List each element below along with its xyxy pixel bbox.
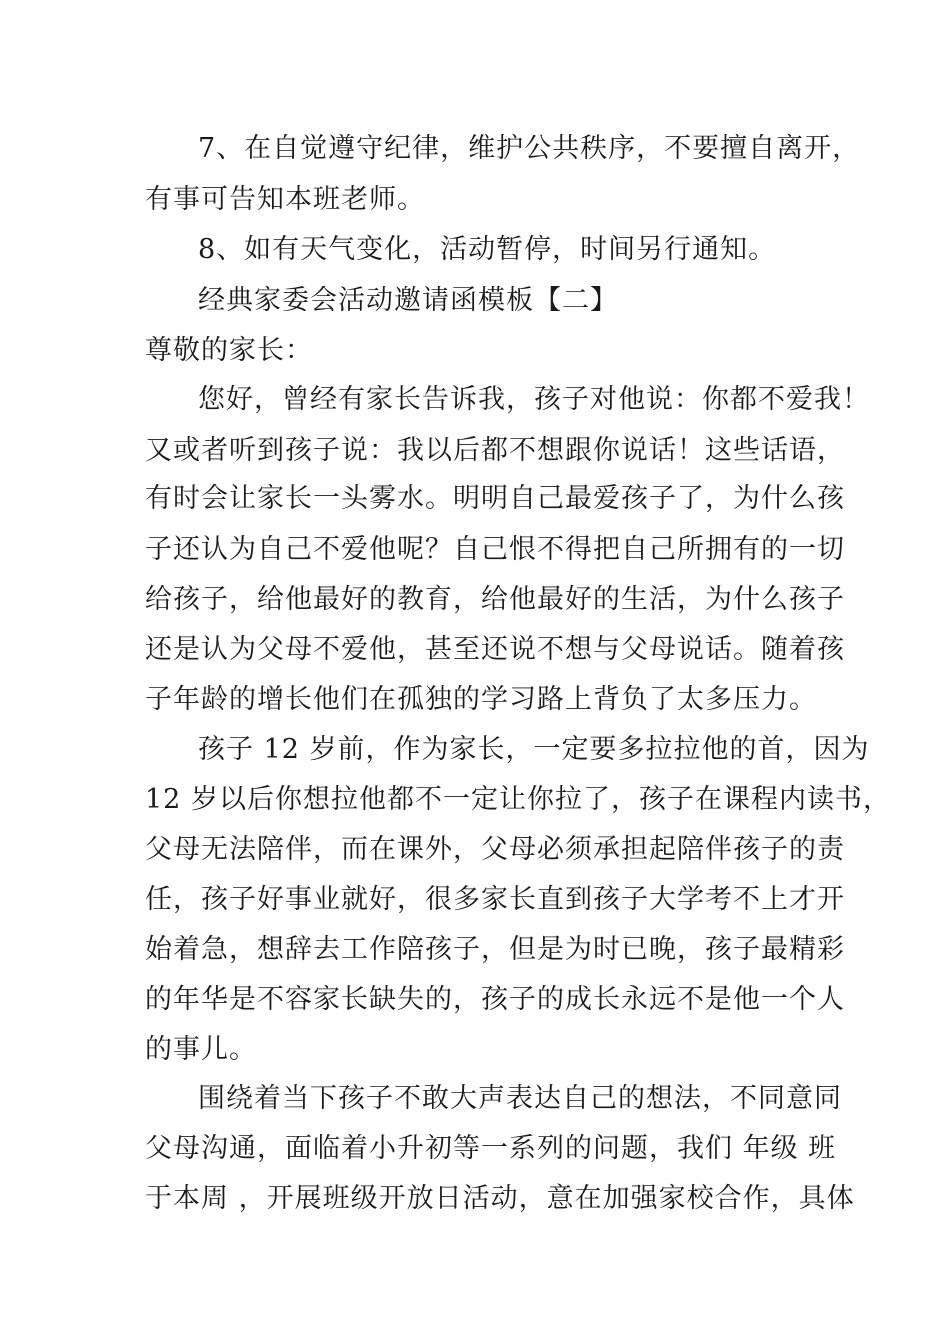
paragraph-2-line-3: 父母无法陪伴，而在课外，父母必须承担起陪伴孩子的责 xyxy=(145,834,845,865)
paragraph-3-line-1: 围绕着当下孩子不敢大声表达自己的想法，不同意同 xyxy=(198,1083,842,1114)
paragraph-1-line-2: 又或者听到孩子说：我以后都不想跟你说话！这些话语， xyxy=(145,435,845,466)
rule-8: 8、如有天气变化，活动暂停，时间另行通知。 xyxy=(198,234,777,265)
paragraph-2-line-4: 任，孩子好事业就好，很多家长直到孩子大学考不上才开 xyxy=(145,884,845,915)
paragraph-2-line-2: 12 岁以后你想拉他都不一定让你拉了，孩子在课程内读书， xyxy=(145,784,891,815)
paragraph-3-line-3: 于本周 ，开展班级开放日活动，意在加强家校合作，具体 xyxy=(145,1183,855,1214)
rule-7-line-1: 7、在自觉遵守纪律，维护公共秩序，不要擅自离开， xyxy=(198,133,861,164)
salutation: 尊敬的家长： xyxy=(145,335,313,366)
paragraph-2-line-1: 孩子 12 岁前，作为家长，一定要多拉拉他的首，因为 xyxy=(198,734,870,765)
rule-7-line-2: 有事可告知本班老师。 xyxy=(145,184,425,215)
paragraph-1-line-7: 子年龄的增长他们在孤独的学习路上背负了太多压力。 xyxy=(145,684,817,715)
paragraph-1-line-5: 给孩子，给他最好的教育，给他最好的生活，为什么孩子 xyxy=(145,584,845,615)
paragraph-1-line-1: 您好，曾经有家长告诉我，孩子对他说：你都不爱我！ xyxy=(198,384,870,415)
paragraph-2-line-6: 的年华是不容家长缺失的，孩子的成长永远不是他一个人 xyxy=(145,984,845,1015)
paragraph-2-line-5: 始着急，想辞去工作陪孩子，但是为时已晚，孩子最精彩 xyxy=(145,934,845,965)
paragraph-1-line-3: 有时会让家长一头雾水。明明自己最爱孩子了，为什么孩 xyxy=(145,483,845,514)
paragraph-2-line-7: 的事儿。 xyxy=(145,1034,257,1065)
section-heading: 经典家委会活动邀请函模板【二】 xyxy=(198,285,618,316)
paragraph-1-line-6: 还是认为父母不爱他，甚至还说不想与父母说话。随着孩 xyxy=(145,634,845,665)
paragraph-3-line-2: 父母沟通，面临着小升初等一系列的问题，我们 年级 班 xyxy=(145,1133,837,1164)
paragraph-1-line-4: 子还认为自己不爱他呢？自己恨不得把自己所拥有的一切 xyxy=(145,534,845,565)
